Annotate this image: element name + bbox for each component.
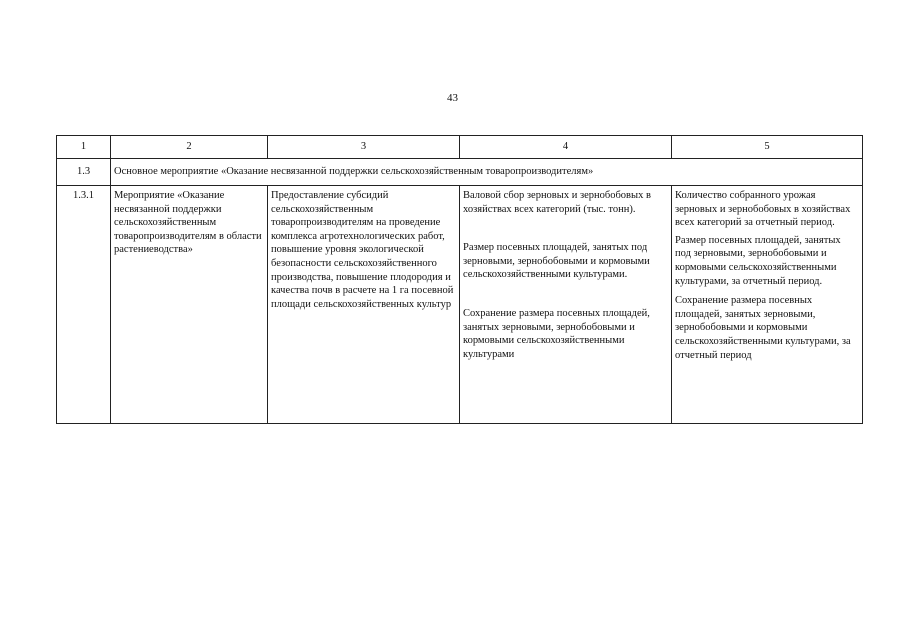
- header-cell-3: 3: [268, 136, 460, 159]
- indicator-text: Сохранение размера посевных площадей, занятых зерновыми, зернобобовыми и кормовыми сельскохозяйственными культурами: [463, 307, 650, 360]
- indicator-text: Размер посевных площадей, занятых под зерновыми, зернобобовыми и кормовыми сельскохозяйственными культурами.: [463, 242, 650, 281]
- indicator-text: Валовой сбор зерновых и зернобобовых в хозяйствах всех категорий (тыс. тонн).: [463, 190, 651, 215]
- section-row: [57, 159, 863, 186]
- item-description: Предоставление субсидий сельскохозяйственным товаропроизводителям на проведение комплекса агротехнологических работ, повышение уровня экологической безопасности сельскохозяйственного производства, повышение плодородия и качества почв в расчете на 1 га посевной площади сельскохозяйственных культур: [268, 186, 460, 424]
- section-number: 1.3: [57, 159, 111, 186]
- table-header-row: [57, 136, 863, 159]
- page-number: 43: [447, 92, 458, 104]
- method-text: Сохранение размера посевных площадей, занятых зерновыми, зернобобовыми и кормовыми сельскохозяйственными культурами, за отчетный период: [675, 295, 851, 361]
- item-indicators: [460, 186, 672, 424]
- item-name: Мероприятие «Оказание несвязанной поддержки сельскохозяйственным товаропроизводителям в области растениеводства»: [111, 186, 268, 424]
- header-cell-4: 4: [460, 136, 672, 159]
- table-row: [57, 186, 863, 424]
- method-text: Размер посевных площадей, занятых под зерновыми, зернобобовыми и кормовыми сельскохозяйственными культурами, за отчетный период.: [675, 234, 841, 287]
- item-methods: [672, 186, 863, 424]
- section-title: Основное мероприятие «Оказание несвязанной поддержки сельскохозяйственным товаропроизводителям»: [111, 159, 863, 186]
- item-number: 1.3.1: [57, 186, 111, 424]
- header-cell-5: 5: [672, 136, 863, 159]
- program-table: [56, 135, 863, 424]
- header-cell-2: 2: [111, 136, 268, 159]
- method-text: Количество собранного урожая зерновых и зернобобовых в хозяйствах всех категорий за отчетный период.: [675, 190, 851, 229]
- header-cell-1: 1: [57, 136, 111, 159]
